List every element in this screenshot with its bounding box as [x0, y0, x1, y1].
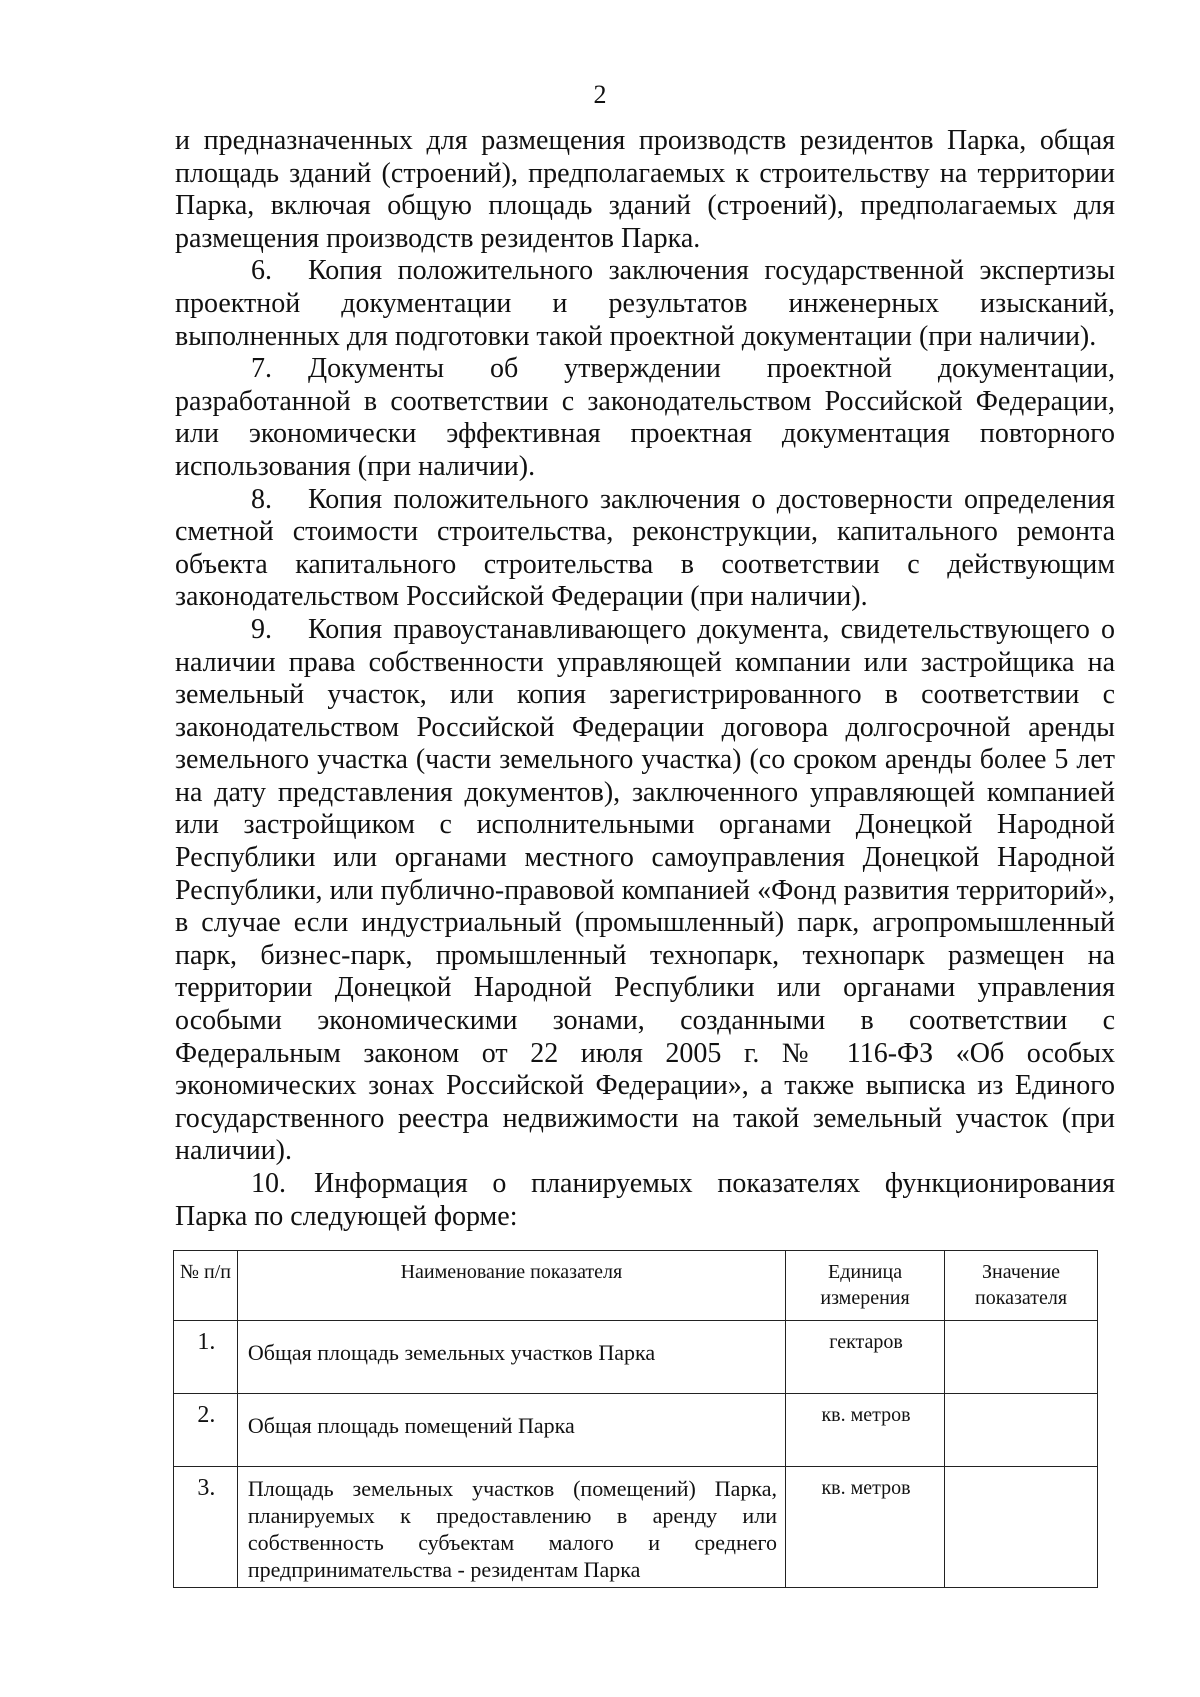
paragraph-text: Документы об утверждении проектной документации, разработанной в соответствии с законодательством Российской Федерации, или экономически эффективная проектная документация повторного использования (при наличии).: [175, 353, 1115, 482]
row-number: 1.: [174, 1321, 238, 1394]
paragraph-item-9: [175, 614, 1115, 1168]
table-row: [174, 1467, 1098, 1588]
row-indicator-name: Общая площадь земельных участков Парка: [237, 1321, 785, 1394]
paragraph-continuation: [175, 125, 1115, 255]
row-indicator-name: Площадь земельных участков (помещений) Парка, планируемых к предоставлению в аренду или собственность субъектам малого и среднего предпринимательства - резидентам Парка: [237, 1467, 785, 1588]
table-row: [174, 1321, 1098, 1394]
row-value: [945, 1467, 1098, 1588]
paragraph-text: Информация о планируемых показателях функционирования Парка по следующей форме:: [175, 1168, 1115, 1232]
header-indicator-name: Наименование показателя: [237, 1251, 785, 1321]
page-number: 2: [593, 80, 607, 109]
paragraph-item-7: [175, 353, 1115, 483]
item-number: 7.: [251, 353, 272, 385]
item-number: 8.: [251, 483, 272, 515]
row-unit: кв. метров: [785, 1467, 944, 1588]
header-number: № п/п: [174, 1251, 238, 1321]
paragraph-text: Копия положительного заключения государственной экспертизы проектной документации и результатов инженерных изысканий, выполненных для подготовки такой проектной документации (при наличии).: [175, 255, 1115, 352]
paragraph-text: Копия положительного заключения о достоверности определения сметной стоимости строительства, реконструкции, капитального ремонта объекта капитального строительства в соответствии с действующим законодательством Российской Федерации (при наличии).: [175, 483, 1115, 613]
row-value: [945, 1394, 1098, 1467]
row-unit: гектаров: [785, 1321, 944, 1394]
item-number: 6.: [251, 255, 272, 287]
paragraph-text: Копия правоустанавливающего документа, свидетельствующего о наличии права собственности управляющей компании или застройщика на земельный участок, или копия зарегистрированного в соответствии с законодательством Российской Федерации договора долгосрочной аренды земельного участка (части земельного участка) (со сроком аренды более 5 лет на дату представления документов), заключенного управляющей компанией или застройщиком с исполнительными органами Донецкой Народной Республики или органами местного самоуправления Донецкой Народной Республики, или публично-правовой компанией «Фонд развития территорий», в случае если индустриальный (промышленный) парк, агропромышленный парк, бизнес-парк, промышленный технопарк, технопарк размещен на территории Донецкой Народной Республики или органами управления особыми экономическими зонами, созданными в соответствии с Федеральным законом от 22 июля 2005 г. № 116-ФЗ «Об особых экономических зонах Российской Федерации», а также выписка из Единого государственного реестра недвижимости на такой земельный участок (при наличии).: [175, 613, 1115, 1167]
paragraph-item-10: [175, 1168, 1115, 1233]
table-header-row: [174, 1251, 1098, 1321]
item-number: 10.: [251, 1168, 286, 1199]
row-number: 2.: [174, 1394, 238, 1467]
paragraph-item-8: [175, 484, 1115, 614]
row-value: [945, 1321, 1098, 1394]
indicators-table: [173, 1250, 1098, 1588]
paragraph-item-6: [175, 255, 1115, 353]
row-indicator-name: Общая площадь помещений Парка: [237, 1394, 785, 1467]
row-number: 3.: [174, 1467, 238, 1588]
document-body: [175, 125, 1115, 1233]
row-unit: кв. метров: [785, 1394, 944, 1467]
header-value: Значение показателя: [945, 1251, 1098, 1321]
item-number: 9.: [251, 613, 272, 645]
header-unit: Единица измерения: [785, 1251, 944, 1321]
table-row: [174, 1394, 1098, 1467]
paragraph-text: и предназначенных для размещения производств резидентов Парка, общая площадь зданий (строений), предполагаемых к строительству на территории Парка, включая общую площадь зданий (строений), предполагаемых для размещения производств резидентов Парка.: [175, 125, 1115, 254]
